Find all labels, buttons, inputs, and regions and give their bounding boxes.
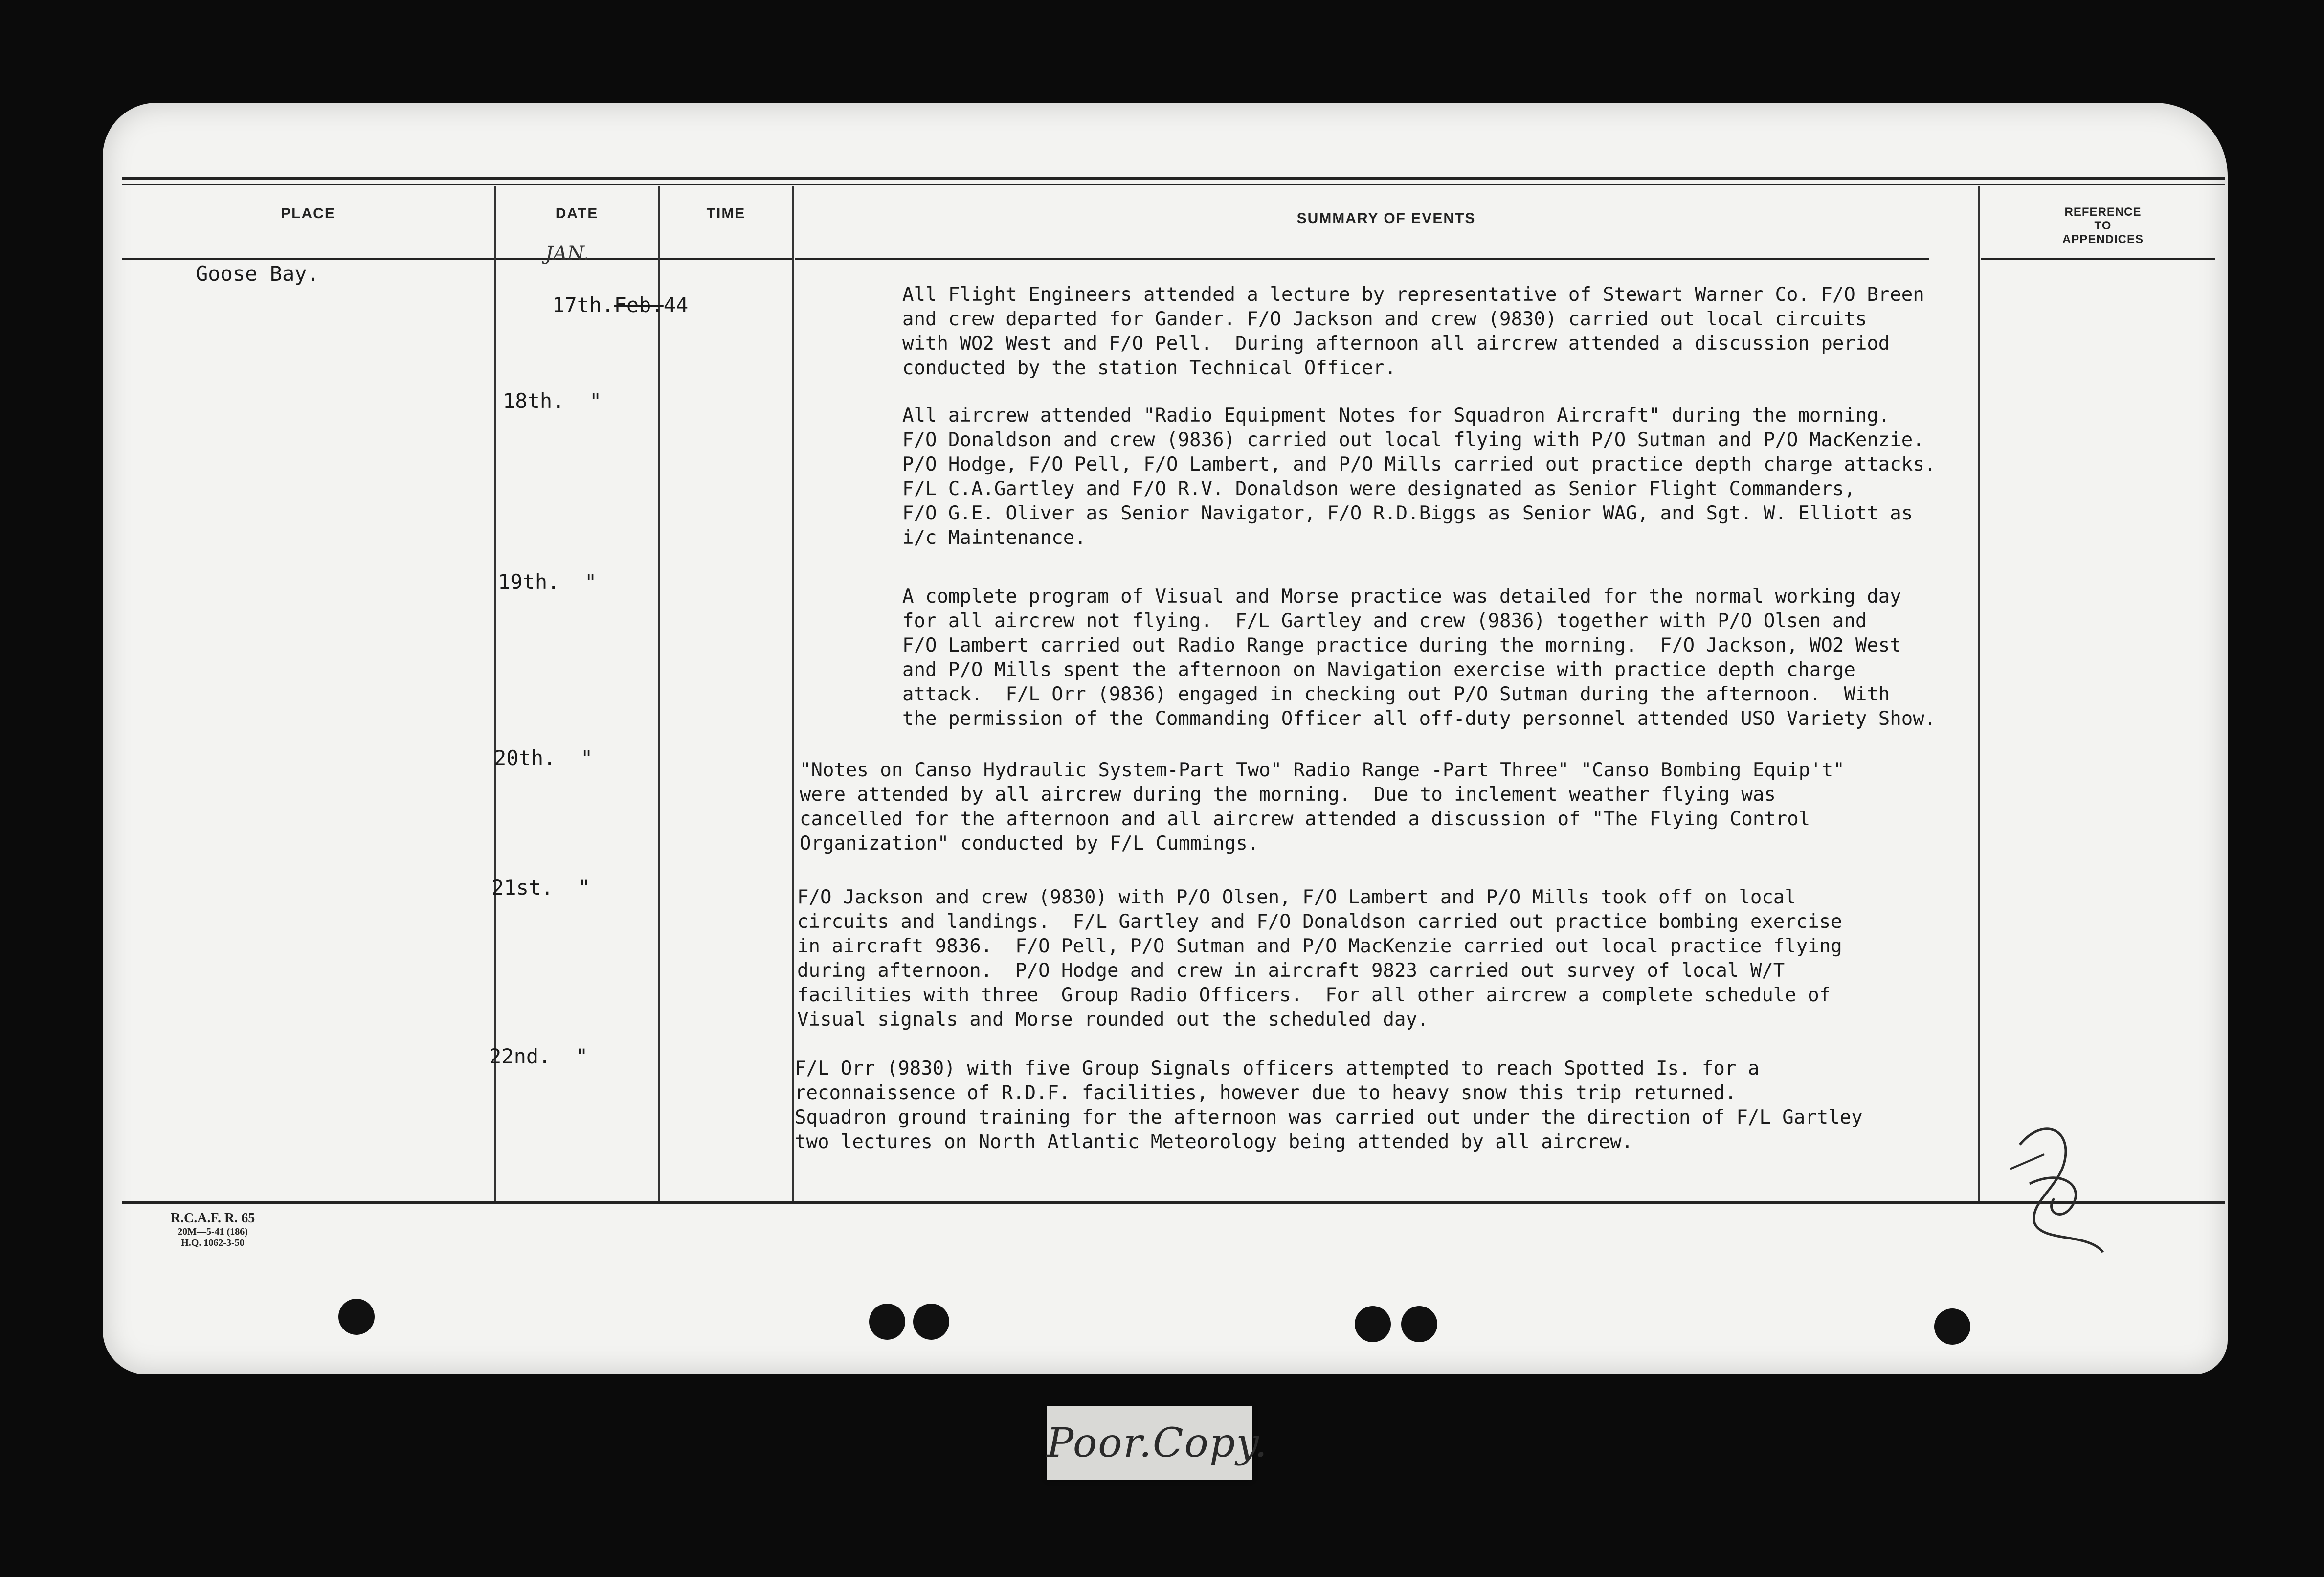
entry-text-4: "Notes on Canso Hydraulic System-Part Two" Radio Range -Part Three" "Canso Bombing Equip't" were attended by all aircrew during the morning. Due to inclement weather flying was cancelled for the afternoon and all aircrew attended a discussion of "The Flying Control Organization" conducted by F/L Cummings.	[800, 759, 1845, 855]
header-rule	[122, 258, 792, 260]
binder-hole-1	[338, 1299, 375, 1335]
diary-form-card	[103, 103, 2228, 1374]
poor-copy-label-text: Poor.Copy.	[1047, 1420, 1268, 1466]
binder-hole-3	[913, 1304, 949, 1340]
place-text: Goose Bay.	[196, 262, 319, 286]
form-id-line3: H.Q. 1062-3-50	[181, 1238, 245, 1248]
header-reference	[1981, 205, 2225, 247]
entry-date-4: 20th. "	[494, 746, 593, 770]
column-divider-time	[792, 186, 794, 1201]
header-date: DATE	[555, 205, 599, 222]
signature-scribble	[2000, 1110, 2132, 1257]
date-prefix: 17th.	[552, 293, 614, 317]
entry-date-2: 18th. "	[503, 389, 602, 413]
poor-copy-label	[1047, 1406, 1268, 1480]
form-id-line1: R.C.A.F. R. 65	[170, 1211, 255, 1226]
entry-date-1	[503, 269, 688, 341]
binder-hole-2	[869, 1304, 905, 1340]
header-reference-line1: REFERENCE	[2064, 205, 2142, 219]
binder-hole-5	[1401, 1306, 1437, 1342]
entry-date-6: 22nd. "	[489, 1044, 588, 1068]
form-identifier	[132, 1211, 293, 1249]
date-struck-month: Feb.	[614, 293, 664, 317]
entry-text-3: A complete program of Visual and Morse practice was detailed for the normal working day for all aircrew not flying. F/L Gartley and crew (9836) together with P/O Olsen and F/O Lambert carried out Radio Range practice during the morning. F/O Jackson, WO2 West and P/O Mills spent the afternoon on Navigation exercise with practice depth charge attack. F/L Orr (9836) engaged in checking out P/O Sutman during the afternoon. With the permission of the Commanding Officer all off-duty personnel attended USO Variety Show.	[902, 586, 1936, 730]
header-rule-reference	[1981, 258, 2215, 260]
entry-text-2: All aircrew attended "Radio Equipment Notes for Squadron Aircraft" during the morning. F/O Donaldson and crew (9836) carried out local flying with P/O Sutman and P/O MacKenzie. P/O Hodge, F/O Pell, F/O Lambert, and P/O Mills carried out practice depth charge attacks. F/L C.A.Gartley and F/O R.V. Donaldson were designated as Senior Flight Commanders, F/O G.E. Oliver as Senior Navigator, F/O R.D.Biggs as Senior WAG, and Sgt. W. Elliott as i/c Maintenance.	[902, 405, 1936, 549]
top-rule-thin	[122, 184, 2225, 185]
entry-text-1: All Flight Engineers attended a lecture by representative of Stewart Warner Co. F/O Breen and crew departed for Gander. F/O Jackson and crew (9830) carried out local circuits with WO2 West and F/O Pell. During afternoon all aircrew attended a discussion period conducted by the station Technical Officer.	[902, 284, 1924, 379]
entry-text-5: F/O Jackson and crew (9830) with P/O Olsen, F/O Lambert and P/O Mills took off on local circuits and landings. F/L Gartley and F/O Donaldson carried out practice bombing exercise in aircraft 9836. F/O Pell, P/O Sutman and P/O MacKenzie carried out local practice flying during afternoon. P/O Hodge and crew in aircraft 9823 carried out survey of local W/T facilities with three Group Radio Officers. For all other aircrew a complete schedule of Visual signals and Morse rounded out the scheduled day.	[797, 886, 1842, 1031]
entry-date-3: 19th. "	[498, 570, 597, 594]
entry-text-6: F/L Orr (9830) with five Group Signals officers attempted to reach Spotted Is. for a reconnaissence of R.D.F. facilities, however due to heavy snow this trip returned. Squadron ground training for the afternoon was carried out under the direction of F/L Gartley two lectures on North Atlantic Meteorology being attended by all aircrew.	[795, 1058, 1863, 1153]
binder-hole-4	[1355, 1306, 1391, 1342]
date-year: 44	[663, 293, 689, 317]
header-reference-line3: APPENDICES	[2062, 233, 2144, 246]
header-reference-line2: TO	[2094, 219, 2112, 232]
header-rule-summary	[795, 258, 1929, 260]
top-rule	[122, 177, 2225, 180]
header-place: PLACE	[281, 205, 335, 222]
form-id-line2: 20M—5-41 (186)	[178, 1226, 248, 1237]
entry-date-5: 21st. "	[492, 876, 591, 900]
header-summary: SUMMARY OF EVENTS	[1296, 210, 1476, 226]
bottom-rule	[122, 1201, 2225, 1204]
binder-hole-6	[1934, 1308, 1970, 1345]
header-time: TIME	[706, 205, 746, 222]
date-correction-handwritten: JAN.	[545, 242, 590, 265]
